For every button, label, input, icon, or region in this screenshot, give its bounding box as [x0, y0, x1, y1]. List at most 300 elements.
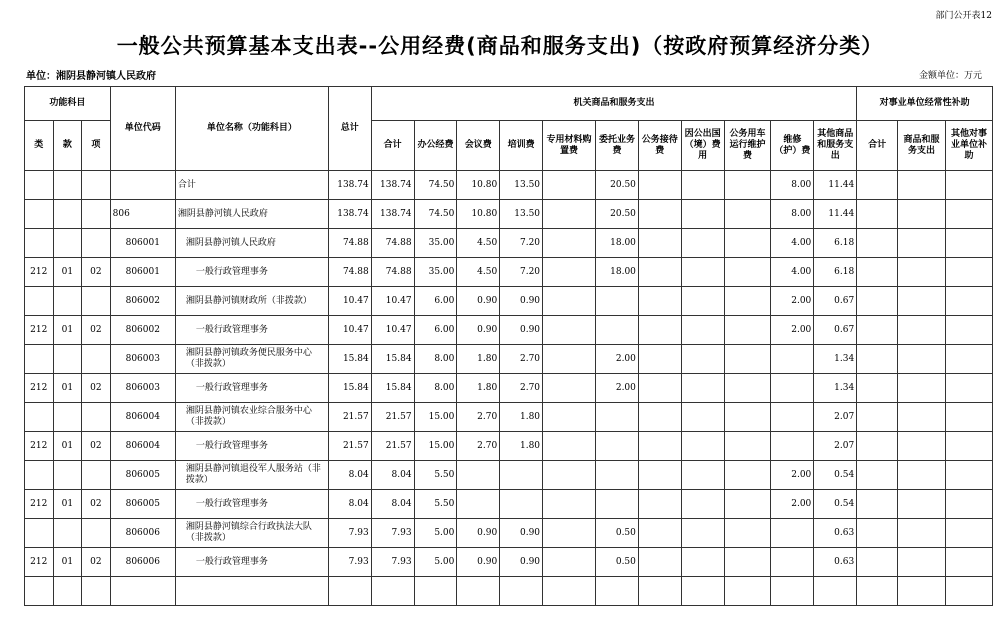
cell-subsidy-other [945, 345, 992, 374]
cell-subsidy-other [945, 229, 992, 258]
cell-code: 806004 [110, 432, 175, 461]
cell-code: 806006 [110, 519, 175, 548]
cell-commission: 2.00 [596, 345, 639, 374]
cell-lei: 212 [25, 490, 54, 519]
cell-kuan [53, 577, 82, 606]
cell-lei: 212 [25, 374, 54, 403]
table-row [25, 403, 993, 432]
cell-training: 1.80 [500, 432, 543, 461]
cell-training: 2.70 [500, 374, 543, 403]
cell-total: 7.93 [328, 548, 371, 577]
col-group-goods: 机关商品和服务支出 [371, 87, 856, 121]
cell-commission: 2.00 [596, 374, 639, 403]
table-row [25, 374, 993, 403]
cell-subsidy-other [945, 287, 992, 316]
col-meeting: 会议费 [457, 121, 500, 171]
col-vehicle: 公务用车运行维护费 [724, 121, 771, 171]
cell-commission [596, 403, 639, 432]
col-unit-code: 单位代码 [110, 87, 175, 171]
cell-total: 8.04 [328, 490, 371, 519]
cell-subsidy-total [857, 432, 898, 461]
table-row [25, 577, 993, 606]
cell-subsidy-goods [897, 345, 945, 374]
cell-repair: 2.00 [771, 316, 814, 345]
cell-lei [25, 403, 54, 432]
cell-total: 138.74 [328, 171, 371, 200]
cell-training: 13.50 [500, 171, 543, 200]
cell-g-total: 74.88 [371, 258, 414, 287]
cell-subsidy-other [945, 490, 992, 519]
cell-total: 138.74 [328, 200, 371, 229]
cell-g-total: 8.04 [371, 490, 414, 519]
cell-other [814, 577, 857, 606]
cell-other: 6.18 [814, 258, 857, 287]
cell-lei [25, 577, 54, 606]
cell-subsidy-total [857, 461, 898, 490]
cell-other: 1.34 [814, 374, 857, 403]
table-row [25, 258, 993, 287]
cell-kuan: 01 [53, 548, 82, 577]
col-total: 总计 [328, 87, 371, 171]
cell-training: 0.90 [500, 287, 543, 316]
cell-xiang [82, 200, 111, 229]
cell-subsidy-total [857, 171, 898, 200]
cell-xiang: 02 [82, 316, 111, 345]
cell-other: 0.63 [814, 519, 857, 548]
cell-code: 806005 [110, 490, 175, 519]
cell-repair [771, 374, 814, 403]
cell-xiang [82, 171, 111, 200]
cell-materials [543, 316, 596, 345]
cell-repair [771, 432, 814, 461]
cell-name: 一般行政管理事务 [175, 316, 328, 345]
cell-other: 6.18 [814, 229, 857, 258]
cell-office: 5.00 [414, 548, 457, 577]
col-func-subject: 功能科目 [25, 87, 111, 121]
cell-training: 0.90 [500, 316, 543, 345]
cell-kuan [53, 519, 82, 548]
cell-office: 6.00 [414, 287, 457, 316]
cell-training [500, 577, 543, 606]
cell-subsidy-total [857, 316, 898, 345]
cell-reception [638, 345, 681, 374]
col-subsidy-goods: 商品和服务支出 [897, 121, 945, 171]
cell-subsidy-goods [897, 287, 945, 316]
cell-abroad [681, 374, 724, 403]
table-body [25, 171, 993, 606]
cell-lei: 212 [25, 432, 54, 461]
cell-subsidy-other [945, 461, 992, 490]
cell-g-total: 21.57 [371, 403, 414, 432]
cell-subsidy-total [857, 287, 898, 316]
cell-abroad [681, 171, 724, 200]
cell-subsidy-goods [897, 229, 945, 258]
cell-commission: 18.00 [596, 258, 639, 287]
cell-materials [543, 171, 596, 200]
cell-total: 74.88 [328, 229, 371, 258]
cell-commission [596, 461, 639, 490]
cell-reception [638, 490, 681, 519]
cell-commission: 20.50 [596, 171, 639, 200]
cell-subsidy-goods [897, 171, 945, 200]
cell-g-total: 10.47 [371, 316, 414, 345]
cell-other: 0.63 [814, 548, 857, 577]
cell-repair: 2.00 [771, 287, 814, 316]
cell-repair: 8.00 [771, 200, 814, 229]
cell-subsidy-goods [897, 200, 945, 229]
col-subsidy-total: 合计 [857, 121, 898, 171]
cell-abroad [681, 432, 724, 461]
cell-code [110, 171, 175, 200]
cell-xiang: 02 [82, 490, 111, 519]
cell-meeting: 10.80 [457, 171, 500, 200]
cell-reception [638, 316, 681, 345]
cell-g-total: 74.88 [371, 229, 414, 258]
form-code: 部门公开表12 [935, 11, 992, 21]
cell-abroad [681, 200, 724, 229]
unit-label: 单位：湘阴县静河镇人民政府 [26, 71, 156, 82]
cell-vehicle [724, 490, 771, 519]
cell-training: 7.20 [500, 229, 543, 258]
cell-xiang [82, 577, 111, 606]
cell-materials [543, 577, 596, 606]
cell-lei: 212 [25, 548, 54, 577]
cell-g-total: 138.74 [371, 200, 414, 229]
cell-meeting: 4.50 [457, 229, 500, 258]
cell-vehicle [724, 287, 771, 316]
cell-materials [543, 461, 596, 490]
cell-meeting: 0.90 [457, 548, 500, 577]
cell-materials [543, 403, 596, 432]
col-subsidy-other: 其他对事业单位补助 [945, 121, 992, 171]
cell-meeting [457, 490, 500, 519]
cell-office: 74.50 [414, 171, 457, 200]
cell-materials [543, 287, 596, 316]
cell-g-total: 15.84 [371, 374, 414, 403]
cell-kuan [53, 403, 82, 432]
cell-abroad [681, 403, 724, 432]
cell-abroad [681, 548, 724, 577]
cell-reception [638, 461, 681, 490]
cell-code: 806005 [110, 461, 175, 490]
cell-abroad [681, 229, 724, 258]
cell-other: 2.07 [814, 432, 857, 461]
cell-subsidy-other [945, 432, 992, 461]
cell-name: 湘阴县静河镇退役军人服务站（非拨款） [175, 461, 328, 490]
cell-subsidy-other [945, 171, 992, 200]
cell-code: 806002 [110, 316, 175, 345]
cell-total: 21.57 [328, 432, 371, 461]
cell-subsidy-goods [897, 548, 945, 577]
cell-g-total: 21.57 [371, 432, 414, 461]
cell-subsidy-total [857, 519, 898, 548]
cell-g-total [371, 577, 414, 606]
col-group-subsidy: 对事业单位经常性补助 [857, 87, 993, 121]
cell-g-total: 8.04 [371, 461, 414, 490]
cell-xiang [82, 345, 111, 374]
cell-vehicle [724, 577, 771, 606]
cell-xiang: 02 [82, 374, 111, 403]
cell-code [110, 577, 175, 606]
cell-name: 一般行政管理事务 [175, 432, 328, 461]
cell-meeting: 0.90 [457, 316, 500, 345]
cell-training [500, 461, 543, 490]
cell-repair: 2.00 [771, 490, 814, 519]
cell-office: 5.50 [414, 490, 457, 519]
cell-name: 合计 [175, 171, 328, 200]
cell-reception [638, 432, 681, 461]
cell-training: 0.90 [500, 548, 543, 577]
col-office: 办公经费 [414, 121, 457, 171]
cell-materials [543, 258, 596, 287]
cell-materials [543, 432, 596, 461]
cell-reception [638, 229, 681, 258]
cell-repair [771, 519, 814, 548]
cell-lei: 212 [25, 316, 54, 345]
cell-vehicle [724, 345, 771, 374]
cell-name: 一般行政管理事务 [175, 490, 328, 519]
cell-name: 湘阴县静河镇农业综合服务中心（非拨款） [175, 403, 328, 432]
cell-subsidy-goods [897, 403, 945, 432]
cell-repair: 8.00 [771, 171, 814, 200]
cell-lei [25, 229, 54, 258]
table-row [25, 287, 993, 316]
cell-commission: 0.50 [596, 519, 639, 548]
cell-subsidy-other [945, 519, 992, 548]
cell-lei [25, 200, 54, 229]
cell-kuan [53, 345, 82, 374]
cell-reception [638, 403, 681, 432]
table-row [25, 316, 993, 345]
cell-repair [771, 403, 814, 432]
cell-office [414, 577, 457, 606]
money-unit-label: 金额单位：万元 [918, 71, 982, 81]
cell-materials [543, 519, 596, 548]
cell-abroad [681, 490, 724, 519]
table-row [25, 548, 993, 577]
cell-training: 0.90 [500, 519, 543, 548]
cell-code: 806006 [110, 548, 175, 577]
cell-kuan [53, 229, 82, 258]
cell-total: 15.84 [328, 374, 371, 403]
cell-name [175, 577, 328, 606]
cell-abroad [681, 519, 724, 548]
cell-total: 74.88 [328, 258, 371, 287]
cell-repair: 2.00 [771, 461, 814, 490]
cell-code: 806001 [110, 258, 175, 287]
cell-kuan: 01 [53, 316, 82, 345]
col-repair: 维修（护）费 [771, 121, 814, 171]
cell-vehicle [724, 519, 771, 548]
cell-vehicle [724, 461, 771, 490]
table-row [25, 519, 993, 548]
cell-training: 13.50 [500, 200, 543, 229]
cell-subsidy-other [945, 200, 992, 229]
cell-other: 2.07 [814, 403, 857, 432]
cell-meeting: 1.80 [457, 345, 500, 374]
cell-materials [543, 345, 596, 374]
cell-subsidy-other [945, 374, 992, 403]
cell-materials [543, 229, 596, 258]
cell-subsidy-goods [897, 490, 945, 519]
cell-g-total: 7.93 [371, 519, 414, 548]
cell-xiang [82, 287, 111, 316]
cell-name: 湘阴县静河镇人民政府 [175, 229, 328, 258]
cell-xiang: 02 [82, 432, 111, 461]
cell-kuan [53, 461, 82, 490]
cell-reception [638, 519, 681, 548]
cell-training: 1.80 [500, 403, 543, 432]
cell-subsidy-total [857, 403, 898, 432]
col-abroad: 因公出国（境）费用 [681, 121, 724, 171]
cell-subsidy-total [857, 548, 898, 577]
cell-repair: 4.00 [771, 229, 814, 258]
cell-lei [25, 171, 54, 200]
cell-meeting: 1.80 [457, 374, 500, 403]
cell-subsidy-total [857, 200, 898, 229]
cell-subsidy-other [945, 316, 992, 345]
cell-commission: 0.50 [596, 548, 639, 577]
cell-other: 0.54 [814, 461, 857, 490]
cell-code: 806002 [110, 287, 175, 316]
cell-lei [25, 519, 54, 548]
cell-reception [638, 577, 681, 606]
cell-code: 806004 [110, 403, 175, 432]
cell-abroad [681, 345, 724, 374]
cell-code: 806001 [110, 229, 175, 258]
cell-total: 21.57 [328, 403, 371, 432]
col-training: 培训费 [500, 121, 543, 171]
cell-xiang: 02 [82, 258, 111, 287]
cell-total: 8.04 [328, 461, 371, 490]
cell-name: 一般行政管理事务 [175, 548, 328, 577]
cell-g-total: 138.74 [371, 171, 414, 200]
cell-name: 湘阴县静河镇综合行政执法大队（非拨款） [175, 519, 328, 548]
cell-xiang [82, 461, 111, 490]
col-lei: 类 [25, 121, 54, 171]
col-reception: 公务接待费 [638, 121, 681, 171]
page-title: 一般公共预算基本支出表--公用经费(商品和服务支出)（按政府预算经济分类） [116, 34, 884, 58]
cell-abroad [681, 287, 724, 316]
header-row-1 [25, 87, 993, 121]
cell-xiang [82, 229, 111, 258]
table-row [25, 432, 993, 461]
cell-meeting: 4.50 [457, 258, 500, 287]
cell-office: 15.00 [414, 403, 457, 432]
table-row [25, 461, 993, 490]
cell-subsidy-goods [897, 374, 945, 403]
col-unit-name: 单位名称（功能科目） [175, 87, 328, 171]
cell-meeting: 2.70 [457, 403, 500, 432]
cell-kuan [53, 171, 82, 200]
cell-kuan: 01 [53, 374, 82, 403]
cell-subsidy-total [857, 258, 898, 287]
cell-name: 湘阴县静河镇人民政府 [175, 200, 328, 229]
col-goods-total: 合计 [371, 121, 414, 171]
cell-g-total: 15.84 [371, 345, 414, 374]
cell-materials [543, 200, 596, 229]
cell-meeting: 0.90 [457, 287, 500, 316]
cell-repair [771, 577, 814, 606]
cell-lei: 212 [25, 258, 54, 287]
cell-vehicle [724, 200, 771, 229]
cell-vehicle [724, 316, 771, 345]
cell-reception [638, 374, 681, 403]
cell-subsidy-total [857, 490, 898, 519]
cell-meeting [457, 577, 500, 606]
cell-name: 一般行政管理事务 [175, 374, 328, 403]
cell-reception [638, 258, 681, 287]
cell-name: 一般行政管理事务 [175, 258, 328, 287]
cell-vehicle [724, 403, 771, 432]
cell-abroad [681, 461, 724, 490]
cell-g-total: 10.47 [371, 287, 414, 316]
cell-g-total: 7.93 [371, 548, 414, 577]
cell-reception [638, 171, 681, 200]
cell-vehicle [724, 374, 771, 403]
cell-subsidy-other [945, 577, 992, 606]
cell-commission [596, 316, 639, 345]
cell-materials [543, 548, 596, 577]
cell-code: 806003 [110, 345, 175, 374]
cell-meeting: 10.80 [457, 200, 500, 229]
cell-office: 35.00 [414, 229, 457, 258]
table-row [25, 200, 993, 229]
col-materials: 专用材料购置费 [543, 121, 596, 171]
cell-office: 5.50 [414, 461, 457, 490]
cell-total: 10.47 [328, 316, 371, 345]
cell-vehicle [724, 171, 771, 200]
table-row [25, 345, 993, 374]
cell-office: 15.00 [414, 432, 457, 461]
col-other-goods: 其他商品和服务支出 [814, 121, 857, 171]
cell-abroad [681, 577, 724, 606]
cell-reception [638, 200, 681, 229]
cell-kuan: 01 [53, 432, 82, 461]
cell-kuan [53, 200, 82, 229]
cell-subsidy-goods [897, 519, 945, 548]
cell-repair [771, 548, 814, 577]
cell-subsidy-other [945, 548, 992, 577]
cell-name: 湘阴县静河镇财政所（非拨款） [175, 287, 328, 316]
cell-subsidy-total [857, 345, 898, 374]
col-commission: 委托业务费 [596, 121, 639, 171]
cell-repair: 4.00 [771, 258, 814, 287]
cell-subsidy-other [945, 403, 992, 432]
cell-xiang [82, 403, 111, 432]
cell-kuan [53, 287, 82, 316]
cell-commission [596, 432, 639, 461]
cell-subsidy-total [857, 577, 898, 606]
cell-subsidy-goods [897, 316, 945, 345]
cell-commission: 20.50 [596, 200, 639, 229]
cell-materials [543, 374, 596, 403]
cell-commission [596, 577, 639, 606]
cell-xiang [82, 519, 111, 548]
table-row [25, 171, 993, 200]
cell-other: 11.44 [814, 200, 857, 229]
cell-other: 0.67 [814, 316, 857, 345]
cell-subsidy-total [857, 374, 898, 403]
cell-subsidy-goods [897, 258, 945, 287]
cell-code: 806003 [110, 374, 175, 403]
cell-vehicle [724, 229, 771, 258]
table-row [25, 229, 993, 258]
cell-lei [25, 461, 54, 490]
cell-other: 0.67 [814, 287, 857, 316]
cell-office: 6.00 [414, 316, 457, 345]
cell-training: 7.20 [500, 258, 543, 287]
